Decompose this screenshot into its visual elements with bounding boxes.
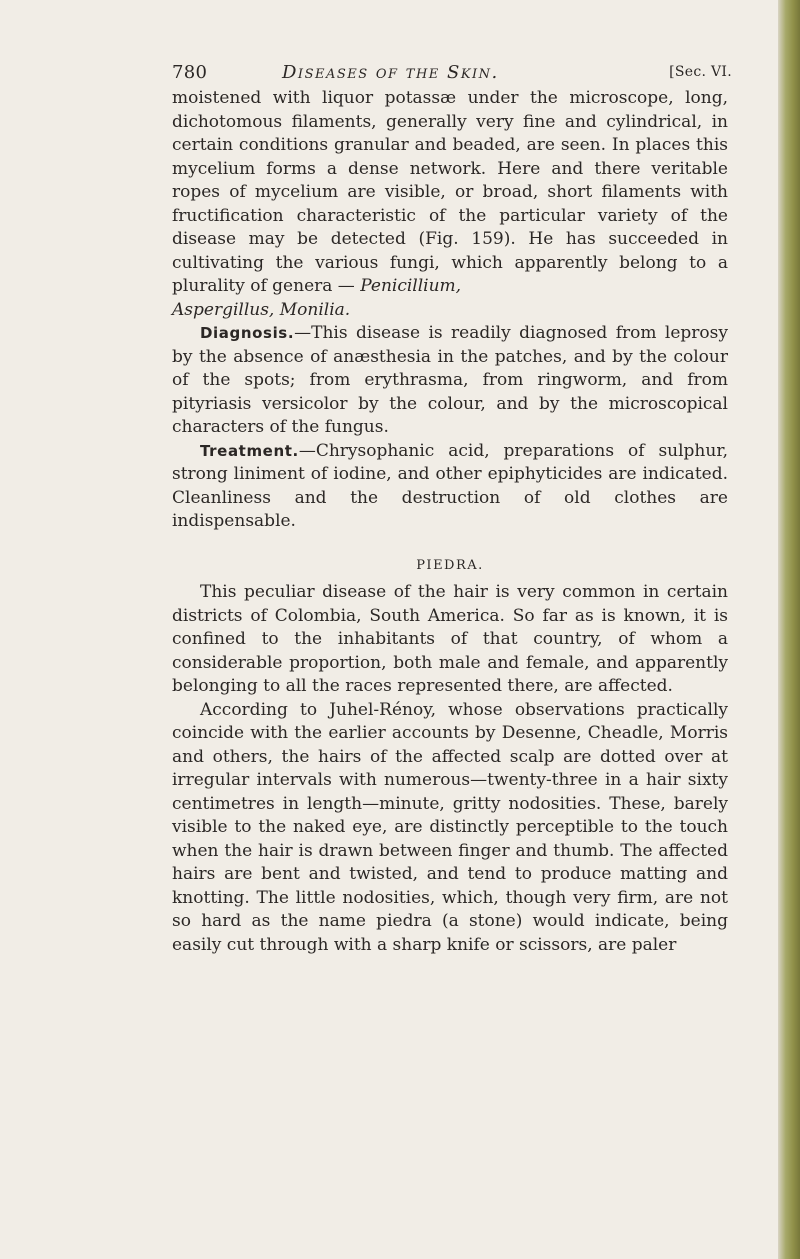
genus-aspergillus: Aspergillus,	[172, 299, 275, 320]
paragraph-piedra-1: This peculiar disease of the hair is very common in certain districts of Colombia, South America. So far as is known, it is confined to the inhabitants of that country, of whom a considerable proportion, both male and female, and apparently belonging to all the races represented there, are affected.	[172, 582, 728, 696]
page-number: 780	[172, 62, 208, 83]
running-title: Diseases of the Skin.	[282, 62, 499, 83]
diagnosis-heading: Diagnosis.	[200, 324, 295, 342]
genus-monilia: Monilia.	[279, 299, 351, 320]
section-marker: [Sec. VI.	[669, 64, 732, 80]
paragraph-piedra-2: According to Juhel-Rénoy, whose observations practically coincide with the earlier accounts by Desenne, Cheadle, Morris and others, the hairs of the affected scalp are dotted over at irregular intervals with numerous—twenty-three in a hair sixty centimetres in length—minute, gritty nodosities. These, barely visible to the naked eye, are distinctly perceptible to the touch when the hair is drawn between finger and thumb. The affected hairs are bent and twisted, and tend to produce matting and knotting. The little nodosities, which, though very firm, are not so hard as the name piedra (a stone) would indicate, being easily cut through with a sharp knife or scissors, are paler	[172, 699, 728, 955]
paragraph-text: moistened with liquor potassæ under the microscope, long, dichotomous filaments, generally very fine and cylindrical, in certain conditions granular and beaded, are seen. In places this mycelium forms a dense network. Here and there veritable ropes of mycelium are visible, or broad, short filaments with fructification characteristic of the particular variety of the disease may be detected (Fig. 159). He has succeeded in cultivating the various fungi, which apparently belong to a plurality of genera —	[172, 88, 728, 296]
treatment-text: —Chrysophanic acid, preparations of sulphur, strong liniment of iodine, and other epiphyticides are indicated. Cleanliness and the destruction of old clothes are indispensable.	[172, 440, 728, 531]
page-body	[172, 87, 728, 957]
paragraph-mycelium	[172, 87, 728, 322]
piedra-subheading: PIEDRA.	[416, 557, 484, 573]
diagnosis-text: —This disease is readily diagnosed from leprosy by the absence of anæsthesia in the patches, and by the colour of the spots; from erythrasma, from ringworm, and from pityriasis versicolor by the colour, and by the microscopical characters of the fungus.	[172, 323, 728, 437]
paragraph-treatment	[172, 440, 728, 534]
running-header	[172, 62, 732, 90]
treatment-heading: Treatment.	[200, 441, 299, 460]
page-edge	[778, 0, 800, 1259]
genus-penicillium: Penicillium,	[360, 276, 462, 296]
paragraph-diagnosis	[172, 322, 728, 440]
